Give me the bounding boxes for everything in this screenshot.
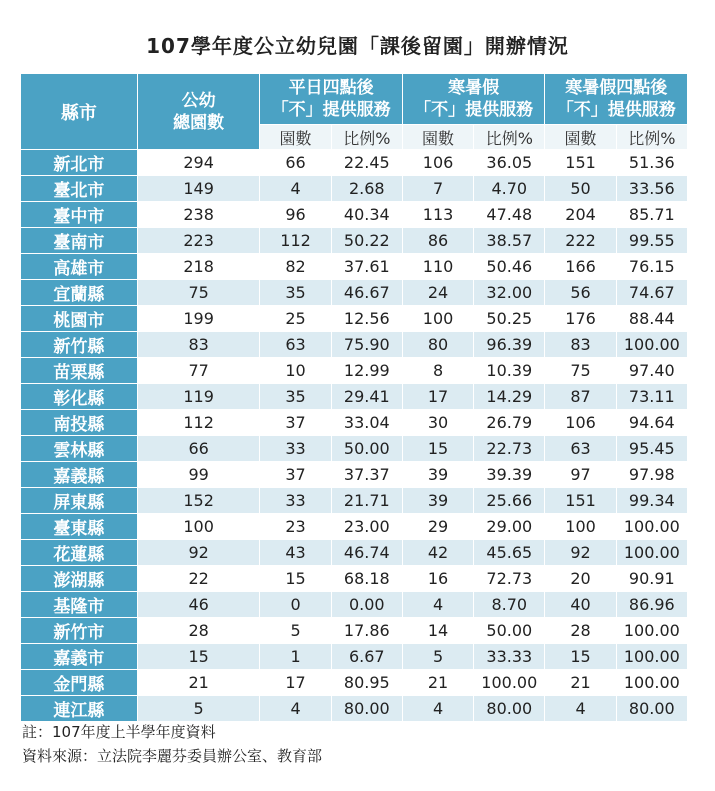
cell-vacation-after4-ratio: 76.15: [616, 254, 687, 280]
table-row: [21, 410, 688, 436]
cell-weekday-ratio: 6.67: [331, 644, 402, 670]
cell-city: 雲林縣: [21, 436, 138, 462]
cell-total: 5: [137, 696, 260, 722]
header-group-weekday: [260, 74, 403, 125]
cell-city: 高雄市: [21, 254, 138, 280]
cell-vacation-count: 14: [402, 618, 473, 644]
cell-vacation-after4-count: 166: [545, 254, 616, 280]
cell-vacation-after4-count: 20: [545, 566, 616, 592]
cell-vacation-after4-count: 106: [545, 410, 616, 436]
cell-vacation-after4-ratio: 74.67: [616, 280, 687, 306]
cell-weekday-count: 66: [260, 150, 331, 176]
cell-total: 66: [137, 436, 260, 462]
page-title: 107學年度公立幼兒園「課後留園」開辦情況: [146, 34, 569, 58]
cell-weekday-count: 37: [260, 462, 331, 488]
cell-vacation-count: 21: [402, 670, 473, 696]
cell-vacation-ratio: 10.39: [474, 358, 545, 384]
header-group-line2: 「不」提供服務: [271, 100, 391, 120]
cell-vacation-after4-ratio: 94.64: [616, 410, 687, 436]
cell-vacation-after4-ratio: 99.55: [616, 228, 687, 254]
header-group-line1: 寒暑假: [448, 78, 500, 98]
cell-vacation-ratio: 4.70: [474, 176, 545, 202]
cell-vacation-count: 24: [402, 280, 473, 306]
cell-vacation-ratio: 14.29: [474, 384, 545, 410]
cell-vacation-after4-count: 15: [545, 644, 616, 670]
cell-weekday-ratio: 33.04: [331, 410, 402, 436]
cell-total: 46: [137, 592, 260, 618]
cell-total: 149: [137, 176, 260, 202]
cell-weekday-ratio: 46.67: [331, 280, 402, 306]
cell-vacation-after4-count: 40: [545, 592, 616, 618]
cell-vacation-count: 106: [402, 150, 473, 176]
table-row: [21, 202, 688, 228]
cell-weekday-ratio: 2.68: [331, 176, 402, 202]
table-body: [21, 150, 688, 722]
cell-vacation-count: 42: [402, 540, 473, 566]
cell-vacation-after4-count: 151: [545, 488, 616, 514]
cell-vacation-after4-count: 87: [545, 384, 616, 410]
cell-total: 75: [137, 280, 260, 306]
cell-vacation-count: 7: [402, 176, 473, 202]
subheader-ratio: 比例%: [616, 125, 687, 150]
cell-weekday-ratio: 29.41: [331, 384, 402, 410]
cell-weekday-ratio: 46.74: [331, 540, 402, 566]
cell-vacation-after4-ratio: 97.40: [616, 358, 687, 384]
cell-vacation-count: 15: [402, 436, 473, 462]
cell-vacation-after4-count: 222: [545, 228, 616, 254]
cell-weekday-count: 96: [260, 202, 331, 228]
subheader-count: 園數: [545, 125, 616, 150]
cell-vacation-count: 4: [402, 696, 473, 722]
cell-vacation-after4-ratio: 100.00: [616, 644, 687, 670]
cell-weekday-count: 33: [260, 488, 331, 514]
cell-vacation-count: 110: [402, 254, 473, 280]
cell-weekday-count: 4: [260, 176, 331, 202]
cell-vacation-ratio: 72.73: [474, 566, 545, 592]
cell-vacation-after4-count: 151: [545, 150, 616, 176]
cell-weekday-ratio: 40.34: [331, 202, 402, 228]
cell-vacation-after4-ratio: 85.71: [616, 202, 687, 228]
cell-total: 152: [137, 488, 260, 514]
cell-total: 223: [137, 228, 260, 254]
cell-vacation-count: 29: [402, 514, 473, 540]
table-row: [21, 592, 688, 618]
cell-total: 199: [137, 306, 260, 332]
cell-weekday-ratio: 17.86: [331, 618, 402, 644]
cell-weekday-ratio: 75.90: [331, 332, 402, 358]
cell-weekday-count: 33: [260, 436, 331, 462]
header-group-line1: 寒暑假四點後: [565, 78, 668, 98]
cell-weekday-count: 1: [260, 644, 331, 670]
cell-weekday-count: 35: [260, 384, 331, 410]
cell-city: 基隆市: [21, 592, 138, 618]
cell-city: 花蓮縣: [21, 540, 138, 566]
cell-weekday-count: 82: [260, 254, 331, 280]
header-group-line1: 平日四點後: [288, 78, 374, 98]
cell-vacation-ratio: 96.39: [474, 332, 545, 358]
table-row: [21, 176, 688, 202]
cell-total: 99: [137, 462, 260, 488]
cell-vacation-ratio: 50.25: [474, 306, 545, 332]
header-total: [137, 74, 260, 150]
cell-weekday-ratio: 12.56: [331, 306, 402, 332]
cell-vacation-after4-count: 75: [545, 358, 616, 384]
source-note: 資料來源：立法院李麗芬委員辦公室、教育部: [22, 747, 323, 765]
cell-city: 南投縣: [21, 410, 138, 436]
cell-vacation-after4-count: 176: [545, 306, 616, 332]
cell-vacation-ratio: 100.00: [474, 670, 545, 696]
header-city: 縣市: [21, 74, 138, 150]
cell-vacation-ratio: 8.70: [474, 592, 545, 618]
cell-vacation-after4-count: 63: [545, 436, 616, 462]
cell-vacation-after4-ratio: 97.98: [616, 462, 687, 488]
cell-vacation-ratio: 25.66: [474, 488, 545, 514]
cell-city: 嘉義市: [21, 644, 138, 670]
cell-total: 22: [137, 566, 260, 592]
table-row: [21, 618, 688, 644]
cell-weekday-ratio: 21.71: [331, 488, 402, 514]
cell-vacation-after4-ratio: 100.00: [616, 540, 687, 566]
table-row: [21, 436, 688, 462]
cell-weekday-count: 17: [260, 670, 331, 696]
cell-total: 83: [137, 332, 260, 358]
cell-vacation-ratio: 36.05: [474, 150, 545, 176]
cell-weekday-count: 112: [260, 228, 331, 254]
cell-total: 112: [137, 410, 260, 436]
cell-vacation-count: 5: [402, 644, 473, 670]
cell-city: 金門縣: [21, 670, 138, 696]
cell-weekday-count: 35: [260, 280, 331, 306]
cell-vacation-after4-ratio: 100.00: [616, 514, 687, 540]
table-row: [21, 670, 688, 696]
cell-vacation-after4-ratio: 100.00: [616, 332, 687, 358]
cell-weekday-count: 5: [260, 618, 331, 644]
cell-weekday-ratio: 0.00: [331, 592, 402, 618]
cell-vacation-count: 113: [402, 202, 473, 228]
cell-vacation-count: 17: [402, 384, 473, 410]
cell-city: 苗栗縣: [21, 358, 138, 384]
table-row: [21, 566, 688, 592]
table-row: [21, 644, 688, 670]
cell-vacation-ratio: 22.73: [474, 436, 545, 462]
header-row: [21, 74, 688, 125]
cell-vacation-after4-count: 56: [545, 280, 616, 306]
subheader-ratio: 比例%: [331, 125, 402, 150]
cell-vacation-count: 4: [402, 592, 473, 618]
table-row: [21, 332, 688, 358]
cell-weekday-ratio: 80.95: [331, 670, 402, 696]
cell-total: 28: [137, 618, 260, 644]
cell-total: 15: [137, 644, 260, 670]
subheader-count: 園數: [260, 125, 331, 150]
cell-vacation-ratio: 29.00: [474, 514, 545, 540]
cell-vacation-ratio: 26.79: [474, 410, 545, 436]
cell-vacation-after4-ratio: 99.34: [616, 488, 687, 514]
cell-vacation-count: 100: [402, 306, 473, 332]
cell-vacation-after4-ratio: 90.91: [616, 566, 687, 592]
cell-total: 218: [137, 254, 260, 280]
cell-vacation-after4-count: 204: [545, 202, 616, 228]
cell-weekday-count: 37: [260, 410, 331, 436]
cell-city: 臺中市: [21, 202, 138, 228]
table-row: [21, 488, 688, 514]
header-group-vacation-after4: [545, 74, 688, 125]
cell-vacation-after4-ratio: 88.44: [616, 306, 687, 332]
cell-city: 宜蘭縣: [21, 280, 138, 306]
header-group-vacation: [402, 74, 545, 125]
cell-city: 屏東縣: [21, 488, 138, 514]
cell-city: 連江縣: [21, 696, 138, 722]
cell-vacation-ratio: 47.48: [474, 202, 545, 228]
cell-total: 100: [137, 514, 260, 540]
subheader-ratio: 比例%: [474, 125, 545, 150]
cell-total: 21: [137, 670, 260, 696]
table-row: [21, 514, 688, 540]
table-row: [21, 254, 688, 280]
cell-total: 119: [137, 384, 260, 410]
cell-weekday-ratio: 23.00: [331, 514, 402, 540]
table-row: [21, 306, 688, 332]
cell-vacation-count: 16: [402, 566, 473, 592]
cell-vacation-after4-ratio: 80.00: [616, 696, 687, 722]
cell-weekday-count: 10: [260, 358, 331, 384]
table-row: [21, 384, 688, 410]
cell-vacation-after4-count: 83: [545, 332, 616, 358]
cell-city: 嘉義縣: [21, 462, 138, 488]
table-row: [21, 462, 688, 488]
header-group-line2: 「不」提供服務: [414, 100, 534, 120]
cell-weekday-ratio: 68.18: [331, 566, 402, 592]
header-group-line2: 「不」提供服務: [556, 100, 676, 120]
cell-weekday-count: 23: [260, 514, 331, 540]
cell-city: 桃園市: [21, 306, 138, 332]
cell-weekday-count: 15: [260, 566, 331, 592]
cell-vacation-after4-count: 4: [545, 696, 616, 722]
cell-vacation-ratio: 80.00: [474, 696, 545, 722]
cell-weekday-ratio: 80.00: [331, 696, 402, 722]
cell-weekday-count: 43: [260, 540, 331, 566]
table-row: [21, 696, 688, 722]
cell-vacation-count: 86: [402, 228, 473, 254]
cell-total: 294: [137, 150, 260, 176]
subheader-count: 園數: [402, 125, 473, 150]
footnote: 註：107年度上半學年度資料: [22, 723, 216, 741]
cell-weekday-ratio: 37.61: [331, 254, 402, 280]
notes: [22, 720, 322, 768]
cell-vacation-ratio: 32.00: [474, 280, 545, 306]
cell-city: 臺北市: [21, 176, 138, 202]
header-total-line2: 總園數: [173, 112, 225, 133]
cell-weekday-ratio: 50.00: [331, 436, 402, 462]
cell-weekday-ratio: 22.45: [331, 150, 402, 176]
cell-city: 臺南市: [21, 228, 138, 254]
cell-vacation-after4-ratio: 33.56: [616, 176, 687, 202]
cell-vacation-after4-ratio: 86.96: [616, 592, 687, 618]
cell-weekday-count: 25: [260, 306, 331, 332]
table-row: [21, 150, 688, 176]
cell-weekday-count: 4: [260, 696, 331, 722]
table-row: [21, 228, 688, 254]
cell-vacation-ratio: 45.65: [474, 540, 545, 566]
cell-vacation-ratio: 33.33: [474, 644, 545, 670]
table-row: [21, 540, 688, 566]
cell-weekday-count: 63: [260, 332, 331, 358]
cell-vacation-after4-ratio: 95.45: [616, 436, 687, 462]
cell-city: 彰化縣: [21, 384, 138, 410]
cell-vacation-ratio: 50.46: [474, 254, 545, 280]
cell-vacation-after4-count: 100: [545, 514, 616, 540]
cell-weekday-ratio: 12.99: [331, 358, 402, 384]
cell-city: 新北市: [21, 150, 138, 176]
data-table: [20, 73, 688, 722]
cell-vacation-after4-count: 21: [545, 670, 616, 696]
header-total-line1: 公幼: [181, 90, 216, 111]
cell-vacation-after4-ratio: 73.11: [616, 384, 687, 410]
cell-weekday-ratio: 50.22: [331, 228, 402, 254]
cell-vacation-ratio: 50.00: [474, 618, 545, 644]
cell-vacation-after4-count: 92: [545, 540, 616, 566]
cell-vacation-count: 39: [402, 488, 473, 514]
cell-total: 92: [137, 540, 260, 566]
table-row: [21, 280, 688, 306]
cell-city: 澎湖縣: [21, 566, 138, 592]
cell-vacation-count: 39: [402, 462, 473, 488]
cell-vacation-count: 80: [402, 332, 473, 358]
cell-city: 新竹市: [21, 618, 138, 644]
cell-vacation-count: 8: [402, 358, 473, 384]
cell-vacation-ratio: 38.57: [474, 228, 545, 254]
table-row: [21, 358, 688, 384]
cell-total: 77: [137, 358, 260, 384]
cell-vacation-after4-count: 97: [545, 462, 616, 488]
cell-vacation-after4-ratio: 51.36: [616, 150, 687, 176]
cell-vacation-after4-count: 50: [545, 176, 616, 202]
cell-city: 新竹縣: [21, 332, 138, 358]
cell-weekday-count: 0: [260, 592, 331, 618]
cell-city: 臺東縣: [21, 514, 138, 540]
cell-vacation-after4-ratio: 100.00: [616, 670, 687, 696]
cell-vacation-after4-ratio: 100.00: [616, 618, 687, 644]
cell-total: 238: [137, 202, 260, 228]
cell-weekday-ratio: 37.37: [331, 462, 402, 488]
cell-vacation-after4-count: 28: [545, 618, 616, 644]
cell-vacation-ratio: 39.39: [474, 462, 545, 488]
cell-vacation-count: 30: [402, 410, 473, 436]
